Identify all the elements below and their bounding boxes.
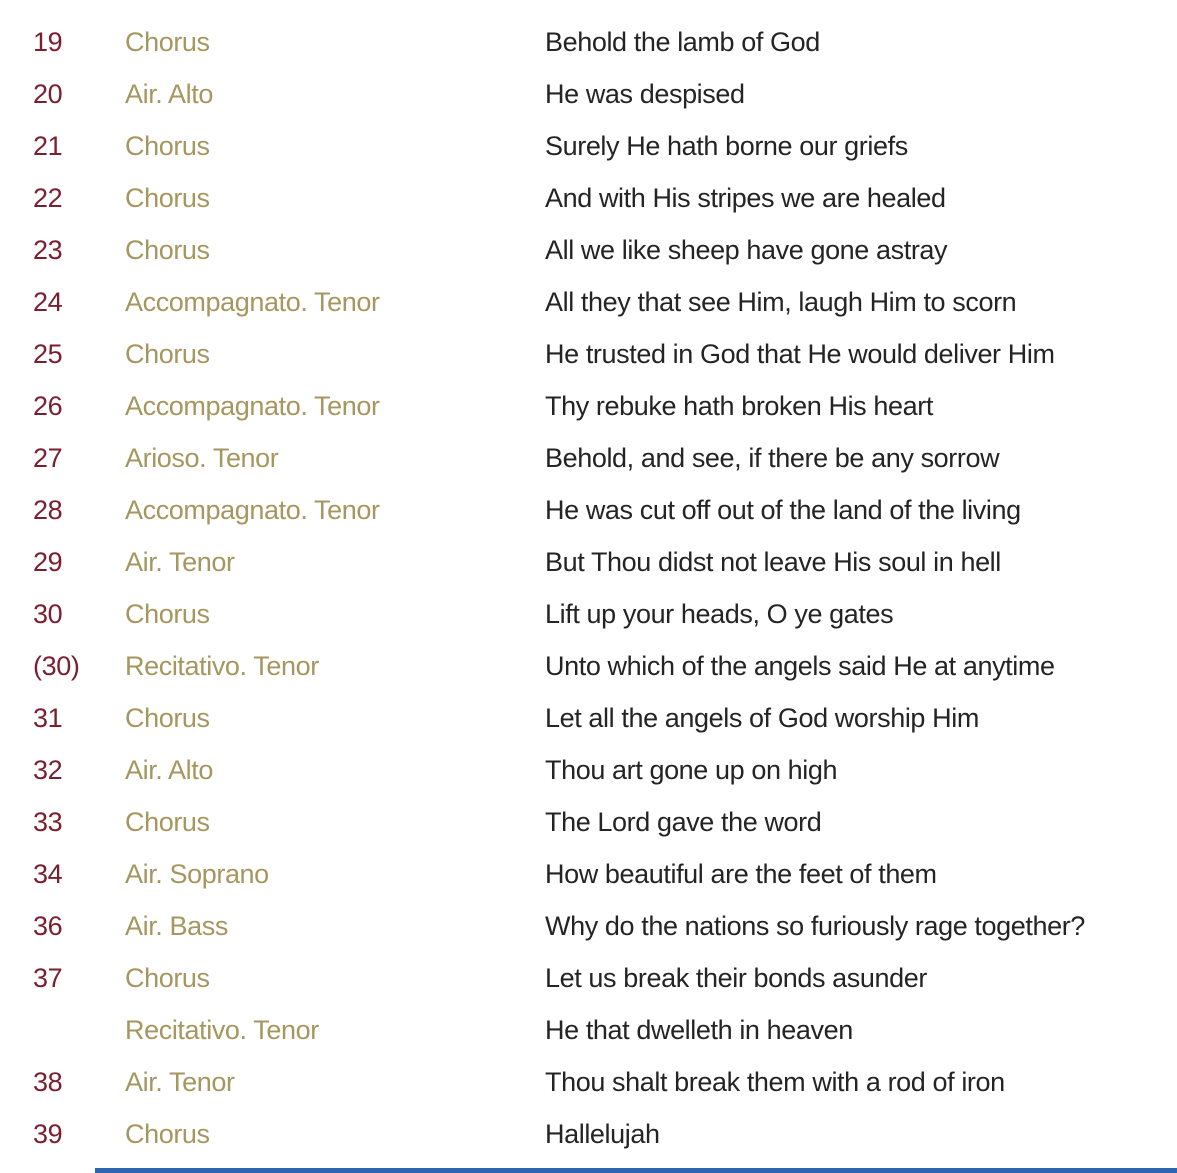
movement-title: How beautiful are the feet of them [545,858,937,889]
movement-number: 20 [33,78,63,109]
movement-row [0,484,1177,536]
movement-number: 21 [33,130,63,161]
movement-number: 27 [33,442,63,473]
movement-title: Thou art gone up on high [545,754,838,785]
movement-number: 32 [33,754,63,785]
bottom-blue-bar [95,1168,1177,1173]
movement-title: Behold, and see, if there be any sorrow [545,442,1000,473]
movement-row [0,588,1177,640]
movement-row [0,1056,1177,1108]
movement-title: Thy rebuke hath broken His heart [545,390,933,421]
movement-title: All they that see Him, laugh Him to scorn [545,286,1017,317]
movement-title: He was despised [545,78,745,109]
movement-number: (30) [33,650,80,681]
movement-type: Recitativo. Tenor [125,1014,319,1045]
movement-title: Thou shalt break them with a rod of iron [545,1066,1005,1097]
movement-type: Air. Alto [125,754,213,785]
movement-title: But Thou didst not leave His soul in hell [545,546,1001,577]
movement-row [0,432,1177,484]
movement-type: Accompagnato. Tenor [125,286,380,317]
movement-number: 36 [33,910,63,941]
movement-title: And with His stripes we are healed [545,182,946,213]
movement-number: 31 [33,702,63,733]
movement-type: Air. Soprano [125,858,269,889]
movement-type: Air. Tenor [125,1066,235,1097]
movement-type: Chorus [125,26,210,57]
movement-row [0,900,1177,952]
movement-type: Air. Tenor [125,546,235,577]
movement-number: 37 [33,962,63,993]
movement-title: He that dwelleth in heaven [545,1014,853,1045]
movement-row [0,1108,1177,1160]
movement-type: Chorus [125,806,210,837]
movement-row [0,172,1177,224]
movement-type: Recitativo. Tenor [125,650,319,681]
movement-title: Why do the nations so furiously rage together? [545,910,1085,941]
movement-type: Chorus [125,598,210,629]
movement-type: Accompagnato. Tenor [125,390,380,421]
movement-title: Lift up your heads, O ye gates [545,598,894,629]
movement-type: Chorus [125,182,210,213]
movement-title: Let all the angels of God worship Him [545,702,979,733]
movement-row [0,692,1177,744]
movement-title: All we like sheep have gone astray [545,234,948,265]
movement-number: 38 [33,1066,63,1097]
movement-row [0,640,1177,692]
movement-title: Unto which of the angels said He at anytime [545,650,1055,681]
movement-number: 22 [33,182,63,213]
movement-row [0,1004,1177,1056]
movement-type: Chorus [125,338,210,369]
movement-type: Chorus [125,962,210,993]
movement-number: 34 [33,858,63,889]
movement-row [0,120,1177,172]
movement-number: 26 [33,390,63,421]
movement-type: Chorus [125,1118,210,1149]
movement-type: Chorus [125,702,210,733]
movement-row [0,848,1177,900]
movement-type: Air. Bass [125,910,228,941]
movement-row [0,952,1177,1004]
movement-row [0,328,1177,380]
movement-number: 23 [33,234,63,265]
movement-row [0,380,1177,432]
movement-row [0,744,1177,796]
movement-title: The Lord gave the word [545,806,822,837]
movement-number: 39 [33,1118,63,1149]
movement-number: 29 [33,546,63,577]
movement-number: 25 [33,338,63,369]
movement-title: Surely He hath borne our griefs [545,130,908,161]
movement-row [0,796,1177,848]
movement-row [0,16,1177,68]
movement-number: 19 [33,26,63,57]
movement-row [0,68,1177,120]
movement-number: 33 [33,806,63,837]
movement-number: 30 [33,598,63,629]
movement-number: 28 [33,494,63,525]
movement-row [0,224,1177,276]
movement-title: He was cut off out of the land of the living [545,494,1021,525]
movement-title: Behold the lamb of God [545,26,820,57]
movement-type: Chorus [125,130,210,161]
movement-title: Let us break their bonds asunder [545,962,927,993]
movement-row [0,276,1177,328]
movement-type: Arioso. Tenor [125,442,279,473]
movement-type: Accompagnato. Tenor [125,494,380,525]
movement-title: Hallelujah [545,1118,660,1149]
movement-row [0,536,1177,588]
movement-title: He trusted in God that He would deliver Him [545,338,1055,369]
movement-type: Air. Alto [125,78,213,109]
movement-number: 24 [33,286,63,317]
movement-type: Chorus [125,234,210,265]
